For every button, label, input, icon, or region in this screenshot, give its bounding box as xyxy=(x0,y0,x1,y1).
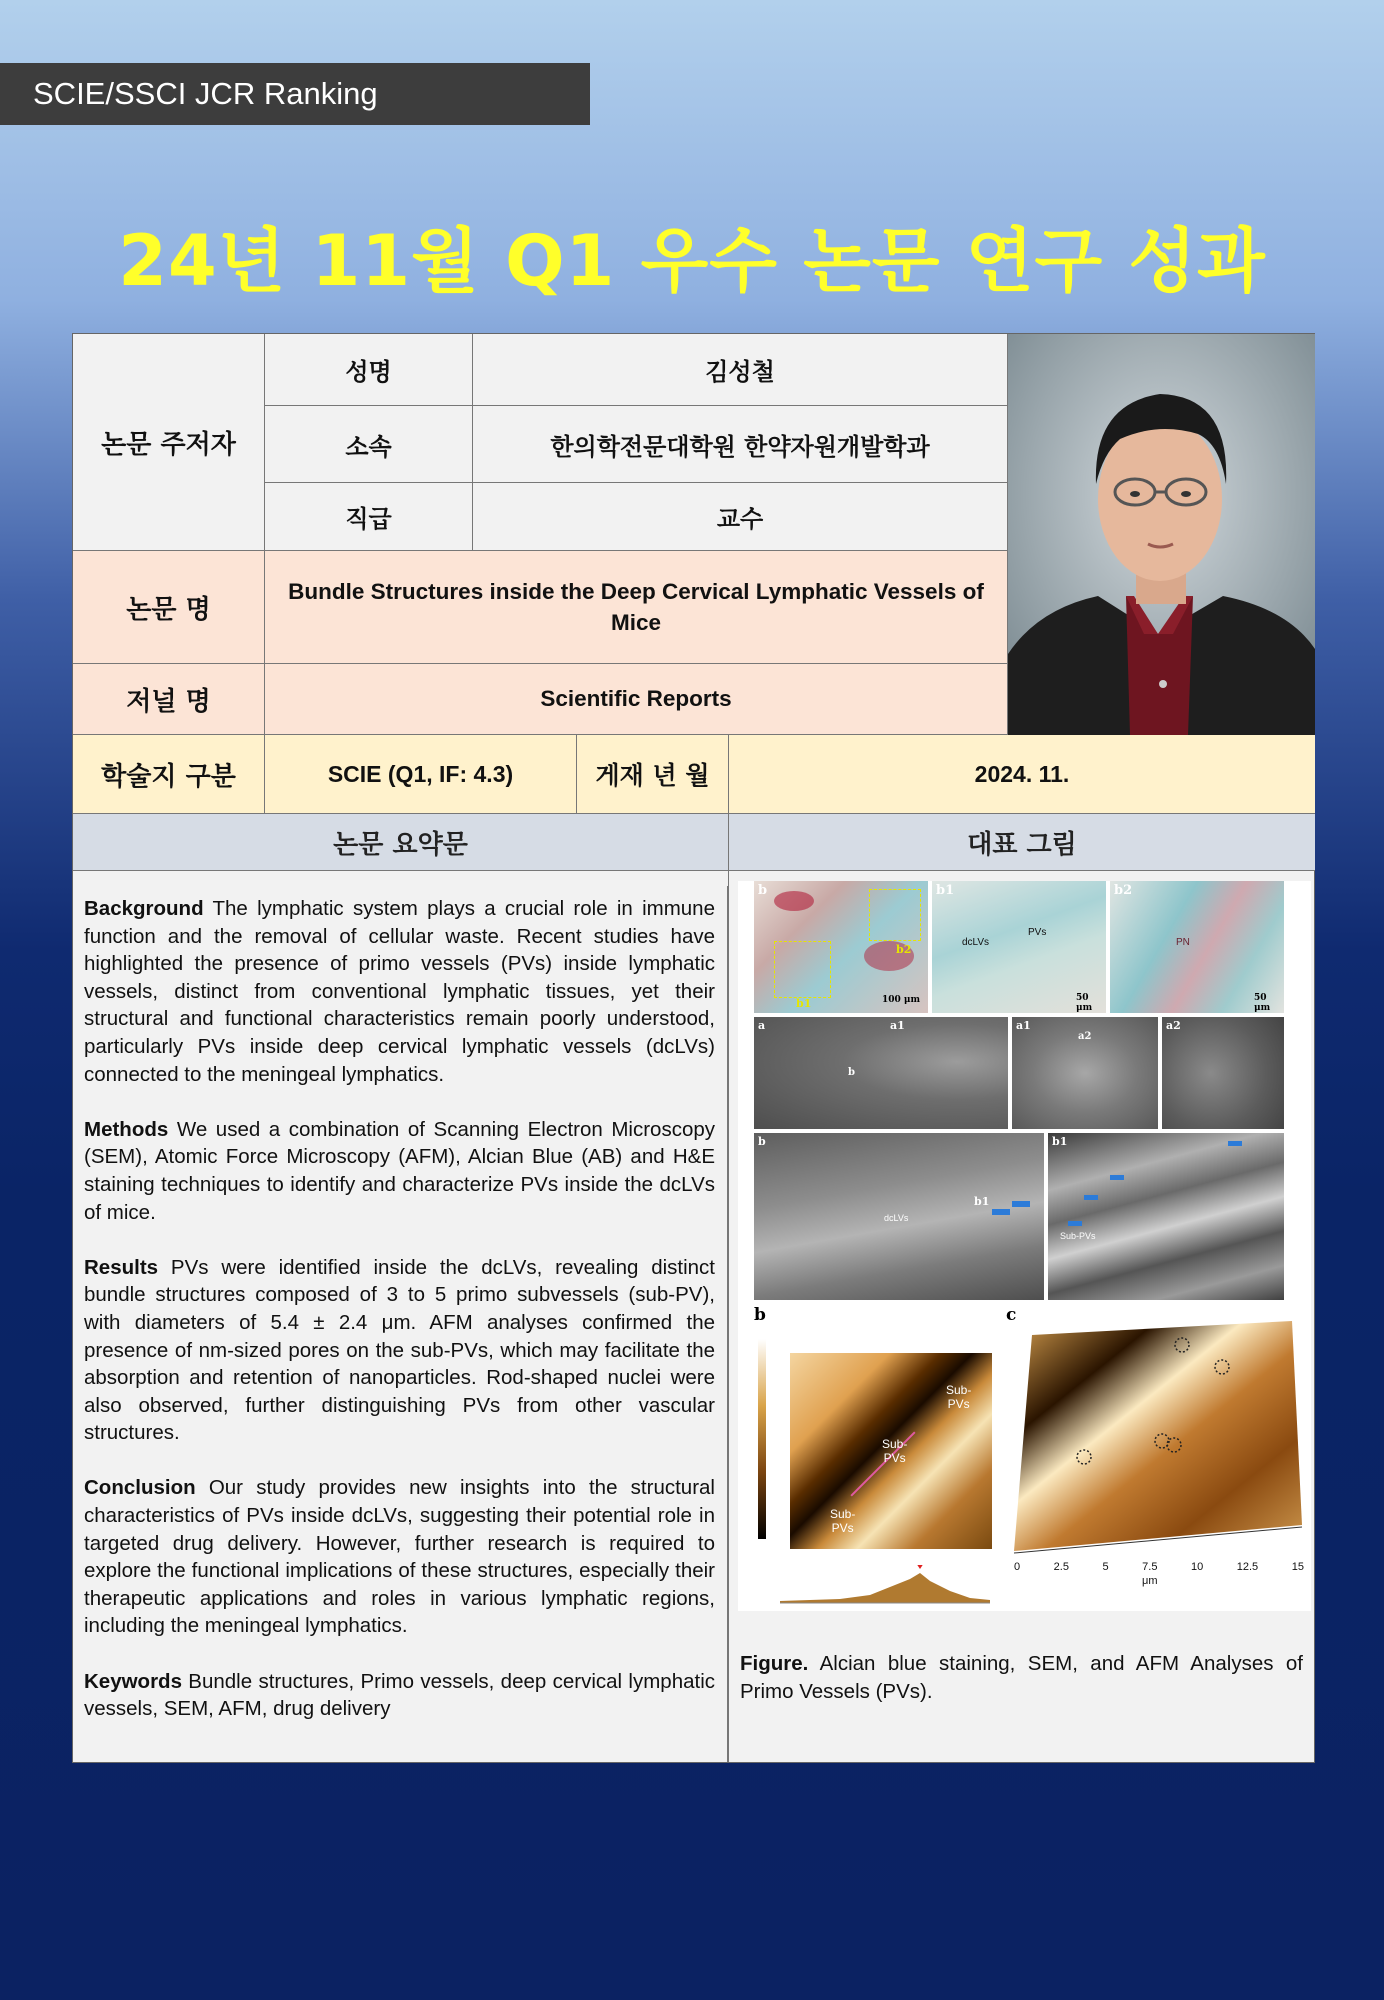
class-label: 학술지 구분 xyxy=(73,735,265,814)
panel-b-afm xyxy=(748,1303,998,1608)
conclusion-text: Our study provides new insights into the structural characteristics of PVs inside dcLVs, suggesting their potential role in targeted drug delivery. However, further research is required to explore the functional implications of these structures, especially their therapeutic applications and roles in various lymphatic regions, including the meningeal lymphatics. xyxy=(84,1476,715,1638)
x-tick: 15 xyxy=(1291,1561,1304,1573)
author-position: 교수 xyxy=(473,483,1008,551)
caption-label: Figure. xyxy=(740,1652,809,1675)
label-a1: a1 xyxy=(1016,1019,1031,1032)
x-tick: 5 xyxy=(1102,1561,1109,1573)
author-name: 김성철 xyxy=(473,334,1008,406)
ranking-badge: SCIE/SSCI JCR Ranking xyxy=(0,63,590,125)
x-tick: 2.5 xyxy=(1053,1561,1069,1573)
x-tick: 12.5 xyxy=(1236,1561,1259,1573)
scale-50-a: 50 μm xyxy=(1076,993,1093,1013)
scale-100: 100 μm xyxy=(882,995,921,1005)
methods-text: We used a combination of Scanning Electron Microscopy (SEM), Atomic Force Microscopy (AFM), Alcian Blue (AB) and H&E staining techniques to identify and characterize PVs inside the dcLVs of mice. xyxy=(84,1117,715,1224)
figure-caption xyxy=(740,1650,1303,1705)
paper-title: Bundle Structures inside the Deep Cervical Lymphatic Vessels of Mice xyxy=(265,551,1008,664)
label-a: a xyxy=(758,1019,766,1032)
figure-header: 대표 그림 xyxy=(729,814,1315,871)
author-photo xyxy=(1008,334,1315,736)
journal-name: Scientific Reports xyxy=(265,664,1008,735)
keywords-text: Bundle structures, Primo vessels, deep cervical lymphatic vessels, SEM, AFM, drug delivery xyxy=(84,1669,715,1721)
panel-c-afm xyxy=(1002,1303,1308,1608)
label-b2-inset: b2 xyxy=(896,943,912,956)
abstract-header: 논문 요약문 xyxy=(73,814,729,871)
label-b1-sem-inset: b1 xyxy=(974,1195,990,1208)
label-c-afm: c xyxy=(1006,1305,1017,1325)
label-b2: b2 xyxy=(1114,883,1133,898)
label-b-afm: b xyxy=(754,1305,766,1325)
panel-b1-micro xyxy=(932,881,1106,1013)
label-a2: a2 xyxy=(1166,1019,1181,1032)
label-dclvs-sem: dcLVs xyxy=(884,1213,909,1223)
affiliation-label: 소속 xyxy=(265,406,473,483)
label-b1: b1 xyxy=(936,883,955,898)
journal-label: 저널 명 xyxy=(73,664,265,735)
label-b: b xyxy=(758,883,768,898)
info-card xyxy=(72,333,1315,1763)
afm-x-ticks xyxy=(1014,1561,1304,1573)
label-sub-pvs-sem: Sub-PVs xyxy=(1060,1231,1096,1241)
publication-date: 2024. 11. xyxy=(729,735,1315,814)
label-a1-inset: a1 xyxy=(890,1019,905,1032)
abstract-results xyxy=(84,1254,715,1447)
abstract-keywords xyxy=(84,1668,715,1723)
panel-a-sem xyxy=(754,1017,1008,1129)
label-b1-inset: b1 xyxy=(796,997,812,1010)
panel-b2-micro xyxy=(1110,881,1284,1013)
x-tick: 7.5 xyxy=(1142,1561,1158,1573)
page-title: 24년 11월 Q1 우수 논문 연구 성과 xyxy=(118,220,1266,302)
abstract-background xyxy=(84,895,715,1088)
column-divider xyxy=(728,871,729,1762)
panel-b1-sem xyxy=(1048,1133,1284,1300)
label-pn: PN xyxy=(1176,937,1190,948)
label-sub-pvs-2: Sub- PVs xyxy=(882,1437,908,1465)
portrait-image xyxy=(1008,334,1315,735)
x-tick: 10 xyxy=(1190,1561,1204,1573)
panel-b-sem xyxy=(754,1133,1044,1300)
label-a2-inset: a2 xyxy=(1078,1031,1092,1042)
conclusion-label: Conclusion xyxy=(84,1476,196,1500)
caption-text: Alcian blue staining, SEM, and AFM Analyses of Primo Vessels (PVs). xyxy=(740,1652,1303,1703)
paper-title-label: 논문 명 xyxy=(73,551,265,664)
author-affiliation: 한의학전문대학원 한약자원개발학과 xyxy=(473,406,1008,483)
background-text: The lymphatic system plays a crucial role in immune function and the removal of cellular waste. Recent studies have highlighted the presence of primo vessels (PVs) inside lymphatic vessels, distinct from conventional lymphatic tissues, yet their structural and functional characteristics remain poorly understood, particularly PVs inside deep cervical lymphatic vessels (dcLVs) connected to the meningeal lymphatics. xyxy=(84,897,715,1086)
methods-label: Methods xyxy=(84,1117,169,1141)
panel-a2-sem xyxy=(1162,1017,1284,1129)
panel-a1-sem xyxy=(1012,1017,1158,1129)
background-label: Background xyxy=(84,897,204,920)
keywords-label: Keywords xyxy=(84,1669,182,1693)
afm-histogram xyxy=(780,1565,990,1605)
results-text: PVs were identified inside the dcLVs, revealing distinct bundle structures composed of 3 to 5 primo subvessels (sub-PV), with diameters of 5.4 ± 2.4 μm. AFM analyses confirmed the presence of nm-sized pores on the sub-PVs, which may facilitate the absorption and retention of nanoparticles. Rod-shaped nuclei were also observed, further distinguishing PVs from other vascular structures. xyxy=(84,1255,715,1445)
name-label: 성명 xyxy=(265,334,473,406)
position-label: 직급 xyxy=(265,483,473,551)
representative-figure xyxy=(738,881,1311,1611)
label-b-inset: b xyxy=(848,1067,855,1078)
label-b1-sem: b1 xyxy=(1052,1135,1068,1148)
abstract-conclusion xyxy=(84,1474,715,1640)
x-axis-unit: μm xyxy=(1142,1575,1158,1587)
label-pvs: PVs xyxy=(1028,927,1047,938)
date-label: 게재 년 월 xyxy=(577,735,729,814)
author-group-label: 논문 주저자 xyxy=(73,334,265,551)
label-dclvs: dcLVs xyxy=(962,937,990,948)
results-label: Results xyxy=(84,1255,159,1279)
label-sub-pvs-3: Sub- PVs xyxy=(830,1507,856,1535)
journal-class: SCIE (Q1, IF: 4.3) xyxy=(265,735,577,814)
label-b-sem: b xyxy=(758,1135,766,1148)
scale-50-b: 50 μm xyxy=(1254,993,1271,1013)
x-tick: 0 xyxy=(1014,1561,1021,1573)
panel-b-micro xyxy=(754,881,928,1013)
abstract-body xyxy=(73,886,728,1762)
abstract-methods xyxy=(84,1116,715,1226)
label-sub-pvs-1: Sub- PVs xyxy=(946,1383,972,1411)
